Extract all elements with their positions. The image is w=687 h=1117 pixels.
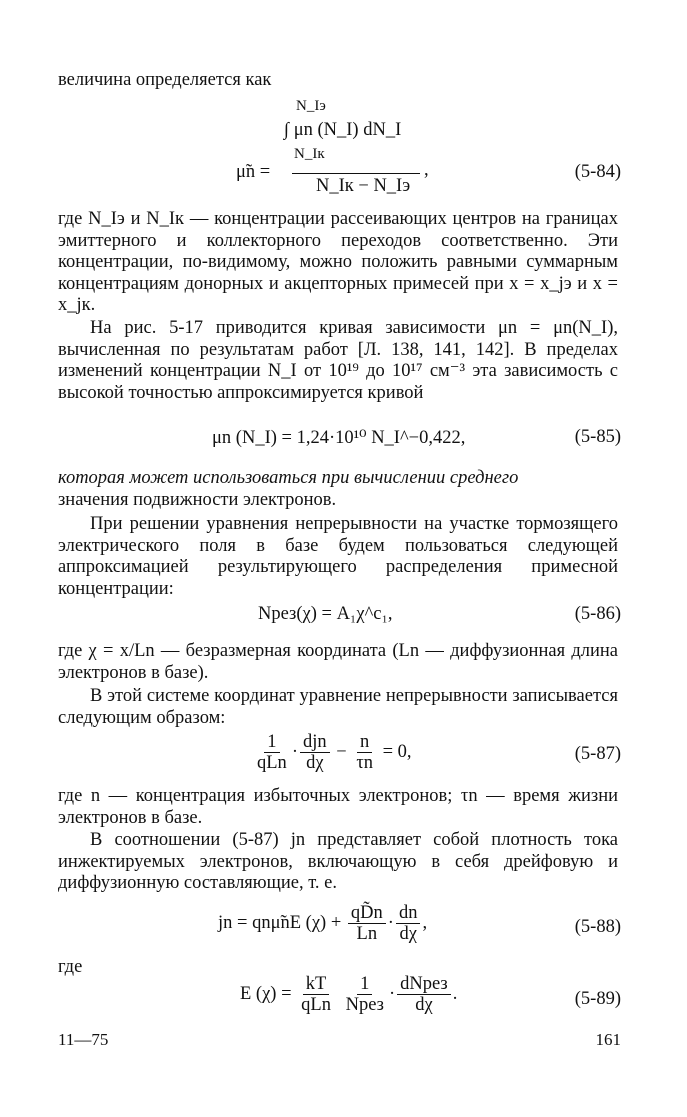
eq89-number: (5-89) xyxy=(574,989,621,1009)
eq86-text: Nрез(χ) = A₁χ^c₁, xyxy=(258,604,393,624)
paragraph-5: где χ = x/Ln — безразмерная координата (Ln — диффузионная длина электронов в базе). xyxy=(58,641,618,683)
intro-line: величина определяется как xyxy=(58,70,272,90)
eq88-lhs: jn = qnμ̃nE (χ) + xyxy=(218,912,342,933)
paragraph-3 xyxy=(58,468,618,511)
eq87-expression: $\frac{1}{\text{qLn}}$ · $\frac{\text{djn}}{d\chi}$ − $\frac{n}{\tau n}$ = 0, xyxy=(252,733,412,772)
eq86-number: (5-86) xyxy=(574,604,621,624)
eq88-number: (5-88) xyxy=(574,917,621,937)
where-label: где xyxy=(58,957,83,977)
paragraph-4: При решении уравнения непрерывности на участке тормозящего электрического поля в базе будем пользоваться следующей аппроксимацией результирующего распределения примесной концентрации: xyxy=(58,514,618,599)
signature-mark: 11—75 xyxy=(58,1030,109,1049)
paragraph-3-rest: значения подвижности электронов. xyxy=(58,489,337,510)
eq89-f1-den: qLn xyxy=(301,995,331,1015)
eq89-fraction-3 xyxy=(397,975,451,1014)
eq88-expression: jn = qnμ̃nE (χ) + $\frac{qD̃n}{Ln}$ · $\frac{dn}{d\chi}$ , xyxy=(218,903,428,944)
eq84-integral-body: ∫ μn (N_I) dN_I xyxy=(284,120,402,140)
eq89-expression: E (χ) = $\frac{kT}{\text{qLn}}$ $\frac{1}{\text{Nрез}}$ · $\frac{\text{dNрез}}{d\chi}$ . xyxy=(240,974,458,1015)
eq84-fraction-bar xyxy=(292,173,420,174)
eq89-f3-den: dχ xyxy=(415,995,433,1015)
eq88-f2-den: dχ xyxy=(399,924,417,944)
eq87-f1-den: qLn xyxy=(257,753,287,773)
eq88-f1-den: Ln xyxy=(356,924,378,944)
eq85-number: (5-85) xyxy=(574,427,621,447)
eq84-integral-lower-limit: N_Iк xyxy=(294,146,325,162)
eq85-text: μn (N_I) = 1,24·10¹⁰ N_I^−0,422, xyxy=(212,428,466,448)
eq87-f3-den: τn xyxy=(356,753,373,773)
eq84-denominator: N_Iк − N_Iэ xyxy=(316,176,411,196)
eq87-tail: = 0, xyxy=(382,741,412,762)
paragraph-8: В соотношении (5-87) jn представляет собой плотность тока инжектируемых электронов, включающую в себя дрейфовую и диффузионную составляющие, т. е. xyxy=(58,830,618,894)
paragraph-2: На рис. 5-17 приводится кривая зависимости μn = μn(N_I), вычисленная по результатам работ [Л. 138, 141, 142]. В пределах изменений концентрации N_I от 10¹⁹ до 10¹⁷ см⁻³ эта зависимость с высокой точностью аппроксимируется кривой xyxy=(58,318,618,403)
eq89-f2-den: Nрез xyxy=(345,995,384,1015)
eq84-number: (5-84) xyxy=(574,162,621,182)
eq87-fraction-1 xyxy=(254,733,290,772)
eq87-fraction-2 xyxy=(300,733,330,772)
eq87-fraction-3 xyxy=(353,733,376,772)
paragraph-3-italic: которая может использоваться при вычислении среднего xyxy=(58,468,519,488)
page-number: 161 xyxy=(595,1030,621,1049)
eq87-f3-num: n xyxy=(357,733,372,753)
eq89-f2-num: 1 xyxy=(357,975,372,995)
eq88-fraction-2 xyxy=(396,904,421,943)
eq89-fraction-2 xyxy=(343,975,387,1014)
eq88-fraction-1 xyxy=(348,904,386,943)
eq87-number: (5-87) xyxy=(574,744,621,764)
paragraph-1: где N_Iэ и N_Iк — концентрации рассеивающих центров на границах эмиттерного и коллекторного переходов соответственно. Эти концентрации, по-видимому, можно положить равными суммарным концентрациям донорных и акцепторных примесей при x = x_jэ и x = x_jк. xyxy=(58,209,618,316)
eq87-f1-num: 1 xyxy=(264,733,279,753)
paragraph-7: где n — концентрация избыточных электронов; τn — время жизни электронов в базе. xyxy=(58,786,618,828)
paragraph-6: В этой системе координат уравнение непрерывности записывается следующим образом: xyxy=(58,686,618,728)
eq89-fraction-1 xyxy=(298,975,334,1014)
eq89-lhs: E (χ) = xyxy=(240,983,292,1004)
eq84-comma: , xyxy=(424,160,429,180)
eq84-lhs: μ̃n = xyxy=(236,162,271,182)
eq84-integral-upper-limit: N_Iэ xyxy=(296,98,326,114)
eq87-f2-den: dχ xyxy=(306,753,324,773)
eq89-f3-num: dNрез xyxy=(397,975,451,995)
eq89-f1-num: kT xyxy=(303,975,330,995)
eq88-f2-num: dn xyxy=(396,904,421,924)
eq88-f1-num: qD̃n xyxy=(348,904,386,924)
eq87-f2-num: djn xyxy=(300,733,330,753)
